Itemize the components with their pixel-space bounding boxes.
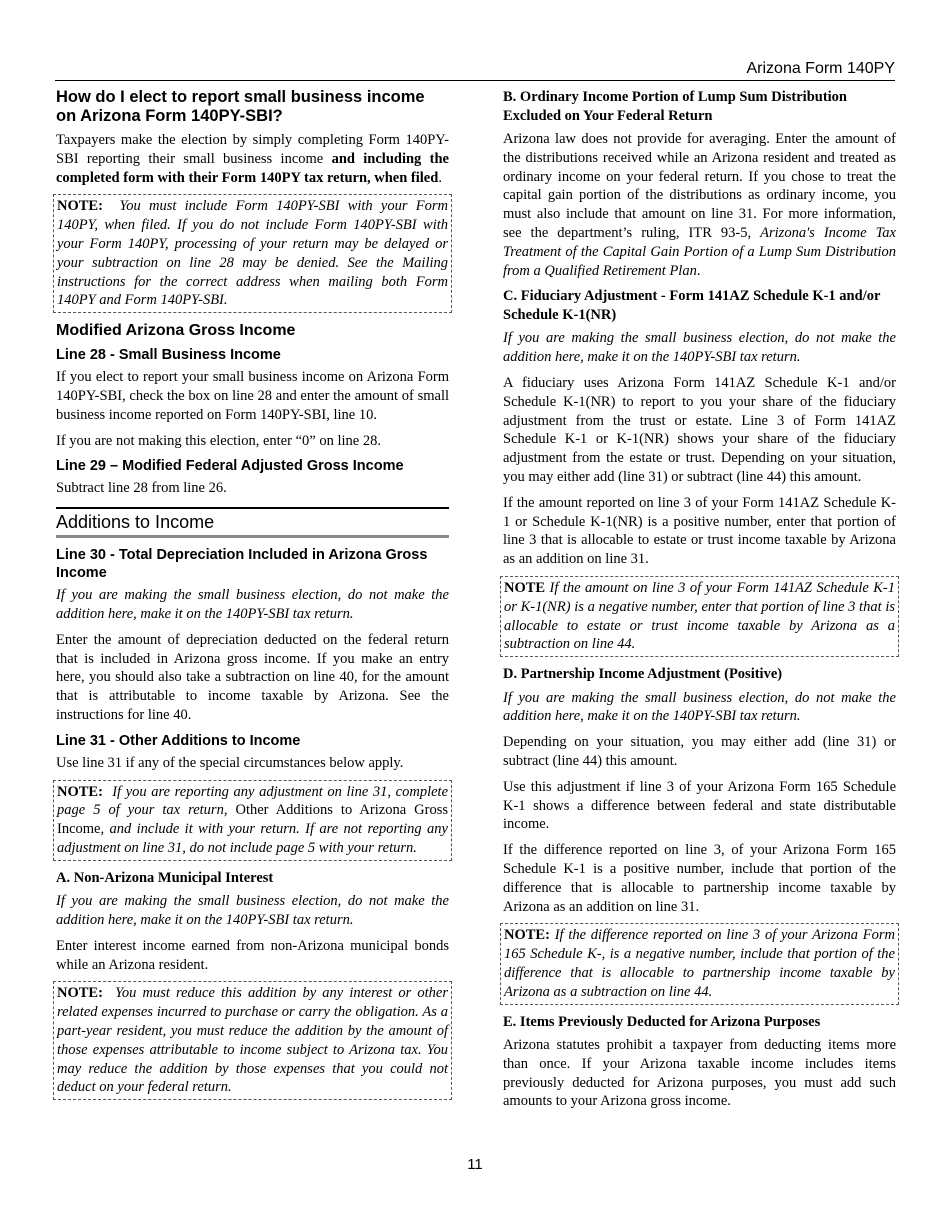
right-column xyxy=(503,88,896,1118)
left-column xyxy=(56,88,449,1108)
elect-paragraph xyxy=(56,131,449,187)
c-paragraph-2: If the amount reported on line 3 of your Form 141AZ Schedule K-1 or Schedule K-1(NR) is a positive number, enter that portion of line 3 that is allocable to estate or trust income taxable by Arizona as an addition on line 31. xyxy=(503,494,896,568)
d-heading: D. Partnership Income Adjustment (Positive) xyxy=(503,666,783,683)
line28-paragraph: If you elect to report your small business income on Arizona Form 140PY-SBI, check the box on line 28 and enter the amount of small business income reported on Form 140PY-SBI, line 10. xyxy=(56,369,449,423)
c-italic-note: If you are making the small business election, do not make the addition here, make it on the 140PY-SBI tax return. xyxy=(503,330,896,366)
line28-paragraph-2: If you are not making this election, enter “0” on line 28. xyxy=(56,432,381,449)
e-paragraph: Arizona statutes prohibit a taxpayer from deducting items more than once. If your Arizona taxable income includes items previously deducted for Arizona purposes, you must add such amounts to your Arizona gross income. xyxy=(503,1037,896,1110)
note-label: NOTE xyxy=(504,579,546,596)
b-paragraph-italic: Arizona's Income Tax Treatment of the Capital Gain Portion of a Lump Sum Distribution from a Qualified Retirement Plan xyxy=(503,224,896,279)
a-italic-note: If you are making the small business election, do not make the addition here, make it on the 140PY-SBI tax return. xyxy=(56,893,449,929)
note-label: NOTE: xyxy=(57,783,103,800)
note-text: If the difference reported on line 3 of your Arizona Form 165 Schedule K-, is a negative number, include that portion of the difference that is allocable to partnership income taxable by Arizona as a subtraction on line 44. xyxy=(504,927,895,1000)
header-rule xyxy=(55,80,895,81)
a-paragraph: Enter interest income earned from non-Arizona municipal bonds while an Arizona resident. xyxy=(56,937,449,973)
additions-heading: Additions to Income xyxy=(56,512,215,533)
note-italic-text: If you are reporting any adjustment on line 31, complete page 5 of your tax return, xyxy=(57,783,449,819)
note-label: NOTE: xyxy=(57,198,103,215)
c-paragraph-1: A fiduciary uses Arizona Form 141AZ Schedule K-1 and/or Schedule K-1(NR) to report to you your share of the fiduciary adjustment from the trust or estate. Line 3 of Form 141AZ Schedule K-1 or K-1(NR) shows your share of the fiduciary adjustment from the estate or trust. Depending on your situation, you may either add (line 31) or subtract (line 44) this amount. xyxy=(503,374,896,485)
note-box-line31 xyxy=(53,780,452,861)
elect-paragraph-bold: and including the completed form with their Form 140PY tax return, when filed xyxy=(56,150,449,186)
line30-heading: Line 30 - Total Depreciation Included in Arizona Gross Income xyxy=(56,547,428,582)
note-label: NOTE: xyxy=(57,985,103,1002)
elect-heading: How do I elect to report small business income on Arizona Form 140PY-SBI? xyxy=(56,88,425,125)
d-italic-note: If you are making the small business election, do not make the addition here, make it on the 140PY-SBI tax return. xyxy=(503,689,896,725)
d-paragraph-3: If the difference reported on line 3, of your Arizona Form 165 Schedule K-1 is a positive number, include that portion of the difference that is allocable to partnership income taxable by Arizona as an addition on line 31. xyxy=(503,842,896,915)
note-box-municipal xyxy=(53,981,452,1100)
additions-section-header xyxy=(56,507,449,538)
d-paragraph-1: Depending on your situation, you may either add (line 31) or subtract (line 44) this amount. xyxy=(503,734,896,770)
note-box-partnership xyxy=(500,923,899,1004)
d-paragraph-2: Use this adjustment if line 3 of your Arizona Form 165 Schedule K-1 shows a difference between federal and state distributable income. xyxy=(503,778,896,833)
e-heading: E. Items Previously Deducted for Arizona Purposes xyxy=(503,1013,821,1030)
modified-agi-heading: Modified Arizona Gross Income xyxy=(56,322,296,340)
b-paragraph-text: Arizona law does not provide for averaging. Enter the amount of the distributions received while an Arizona resident and treated as ordinary income on your federal return. If you chose to treat the capital gain portion of the distributions as ordinary income, you must also include that amount on line 31. For more information, see the department’s ruling, ITR 93-5, xyxy=(503,131,896,241)
note-box-fiduciary xyxy=(500,576,899,657)
b-heading: B. Ordinary Income Portion of Lump Sum Distribution Excluded on Your Federal Return xyxy=(503,89,847,124)
note-plain-text: Other Additions to Arizona Gross Income xyxy=(57,802,448,838)
page-number: 11 xyxy=(467,1156,483,1173)
a-heading: A. Non-Arizona Municipal Interest xyxy=(56,869,274,886)
line31-heading: Line 31 - Other Additions to Income xyxy=(56,732,301,749)
line28-heading: Line 28 - Small Business Income xyxy=(56,347,281,364)
note-box-sbi xyxy=(53,194,452,313)
form-header-title: Arizona Form 140PY xyxy=(746,60,895,77)
line30-italic-note: If you are making the small business election, do not make the addition here, make it on the 140PY-SBI tax return. xyxy=(56,587,449,622)
note-label: NOTE: xyxy=(504,927,550,944)
note-text: You must reduce this addition by any interest or other related expenses incurred to purchase or carry the obligation. As a part-year resident, you must reduce the addition by the amount of those expenses attributable to income subject to Arizona tax. You may reduce the addition by those expenses that you could not deduct on your federal return. xyxy=(57,985,448,1096)
note-italic-text-2: , and include it with your return. If are not reporting any adjustment on line 31, do not include page 5 with your return. xyxy=(57,821,448,856)
line29-heading: Line 29 – Modified Federal Adjusted Gross Income xyxy=(56,458,404,475)
b-paragraph xyxy=(503,130,896,280)
note-text: If the amount on line 3 of your Form 141AZ Schedule K-1 or K-1(NR) is a negative number, enter that portion of line 3 that is allocable to estate or trust income taxable by Arizona as a subtraction on line 44. xyxy=(504,579,895,653)
line31-paragraph: Use line 31 if any of the special circumstances below apply. xyxy=(56,754,404,771)
line30-paragraph: Enter the amount of depreciation deducted on the federal return that is included in Arizona gross income. If you make an entry here, you should also take a subtraction on line 40, for the amount that is attributable to income taxable by Arizona. See the instructions for line 40. xyxy=(56,631,449,723)
note-text: You must include Form 140PY-SBI with your Form 140PY, when filed. If you do not include Form 140PY-SBI with your Form 140PY, processing of your return may be delayed or your subtraction on line 28 may be denied. See the Mailing instructions for the correct address when mailing both Form 140PY and Form 140PY-SBI. xyxy=(57,198,449,309)
b-paragraph-end: . xyxy=(696,262,701,279)
c-heading: C. Fiduciary Adjustment - Form 141AZ Schedule K-1 and/or Schedule K-1(NR) xyxy=(503,288,881,323)
line29-paragraph: Subtract line 28 from line 26. xyxy=(56,480,227,497)
elect-paragraph-end: . xyxy=(438,169,442,186)
elect-paragraph-text: Taxpayers make the election by simply completing Form 140PY-SBI reporting their small business income xyxy=(56,132,449,167)
